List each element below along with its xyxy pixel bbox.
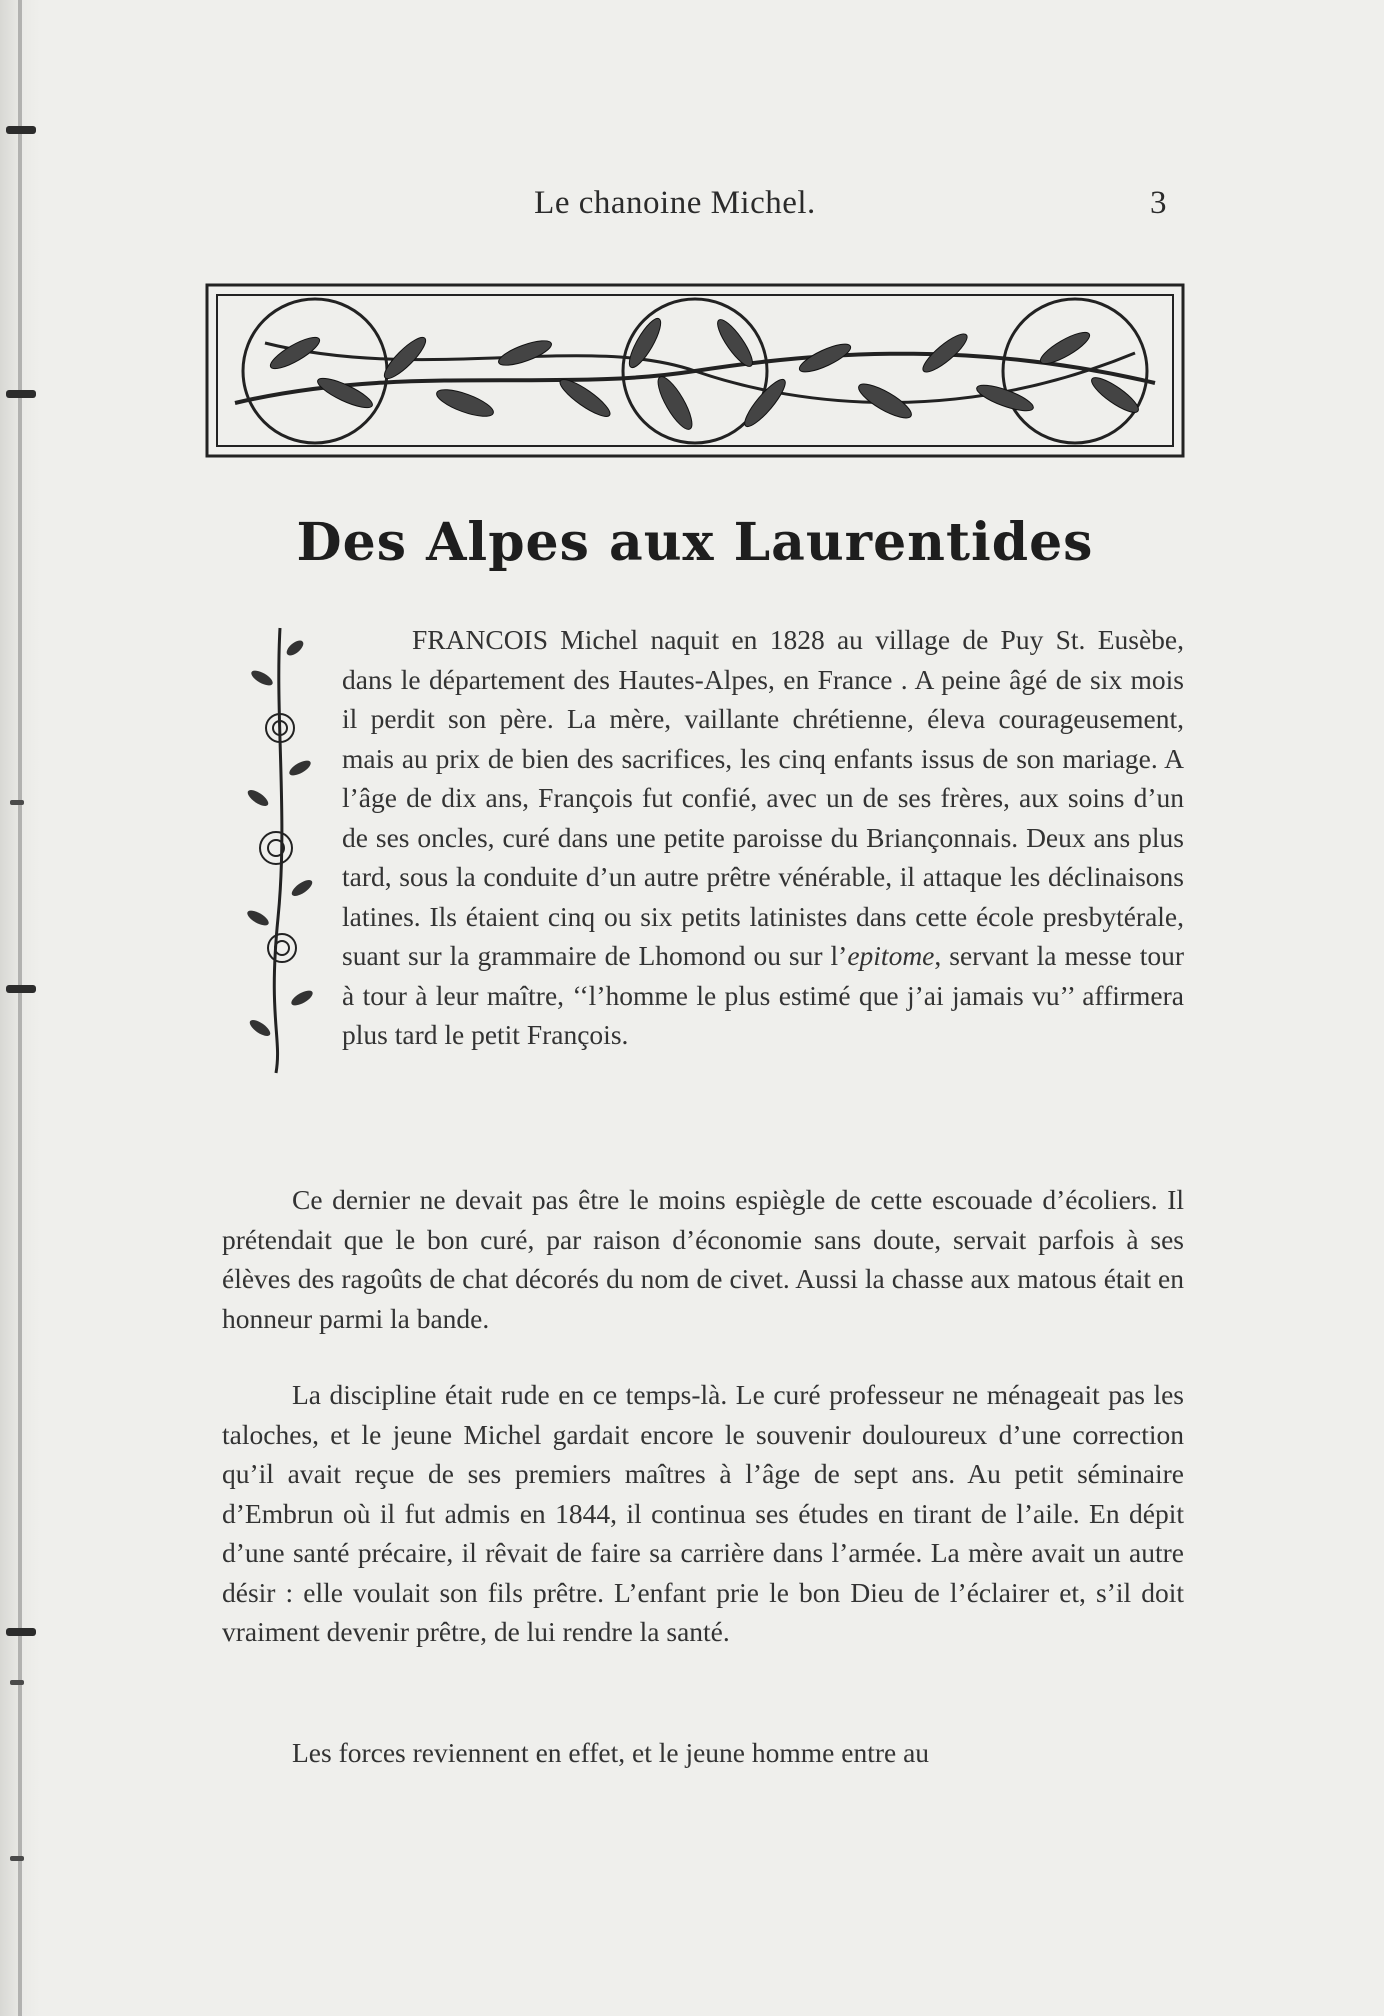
binding-stitch — [6, 1628, 36, 1636]
paragraph-1 — [222, 620, 1184, 1080]
paragraph-2: Ce dernier ne devait pas être le moins espiègle de cette escouade d’écoliers. Il prétendait que le bon curé, par raison d’économie sans doute, servait parfois à ses élèves des ragoûts de chat décorés du nom de civet. Aussi la chasse aux matous était en honneur parmi la bande. — [222, 1184, 1184, 1334]
paragraph-3: La discipline était rude en ce temps-là. Le curé professeur ne ménageait pas les taloches, et le jeune Michel gardait encore le souvenir douloureux d’une correction qu’il avait reçue de ses premiers maîtres à l’âge de sept ans. Au petit séminaire d’Embrun où il fut admis en 1844, il continua ses études en tirant de l’aile. En dépit d’une santé précaire, il rêvait de faire sa carrière dans l’armée. La mère avait un autre désir : elle voulait son fils prêtre. L’enfant prie le bon Dieu de l’éclairer et, s’il doit vraiment devenir prêtre, de lui rendre la santé. — [222, 1379, 1184, 1647]
binding-stitch — [6, 390, 36, 398]
binding-mark — [10, 800, 24, 805]
ornament-float-space — [222, 620, 342, 1080]
binding-mark — [10, 1856, 24, 1861]
page-number: 3 — [1150, 185, 1167, 221]
running-head: Le chanoine Michel. — [534, 185, 816, 221]
paragraph-4: Les forces reviennent en effet, et le jeune homme entre au — [292, 1737, 930, 1768]
paragraph-1-text-start: FRANCOIS Michel naquit en 1828 au village de Puy St. Eusèbe, dans le département des Hautes-Alpes, en France . A peine âgé de six mois il perdit son père. La mère, vaillante chrétienne, éleva courageusement, mais au prix de bien des sacrifices, les cinq enfants issus de son mariage. A l’âge de dix ans, François fut confié, avec un de ses frères, aux soins d’un de ses oncles, curé dans une petite paroisse du Briançonnais. Deux ans plus tard, sous la conduite d’un autre prêtre vénérable, il attaque les déclinaisons latines. Ils étaient cinq ou six petits latinistes dans cette école presbytérale, suant sur la grammaire de Lhomond ou sur l’ — [342, 624, 1184, 971]
paragraph-1-text-end: , servant la messe tour à tour à leur maître, ‘‘l’homme le plus estimé que j’ai jamais vu’’ affirmera plus tard le petit François. — [342, 940, 1184, 1050]
binding-stitch — [6, 126, 36, 134]
binding-edge — [18, 0, 22, 2016]
book-binding — [0, 0, 40, 2016]
binding-mark — [10, 1680, 24, 1685]
binding-stitch — [6, 985, 36, 993]
paragraph-1-italic: epitome — [847, 940, 935, 971]
floral-banner-ornament — [205, 283, 1185, 458]
chapter-title: Des Alpes aux Laurentides — [296, 512, 1094, 573]
